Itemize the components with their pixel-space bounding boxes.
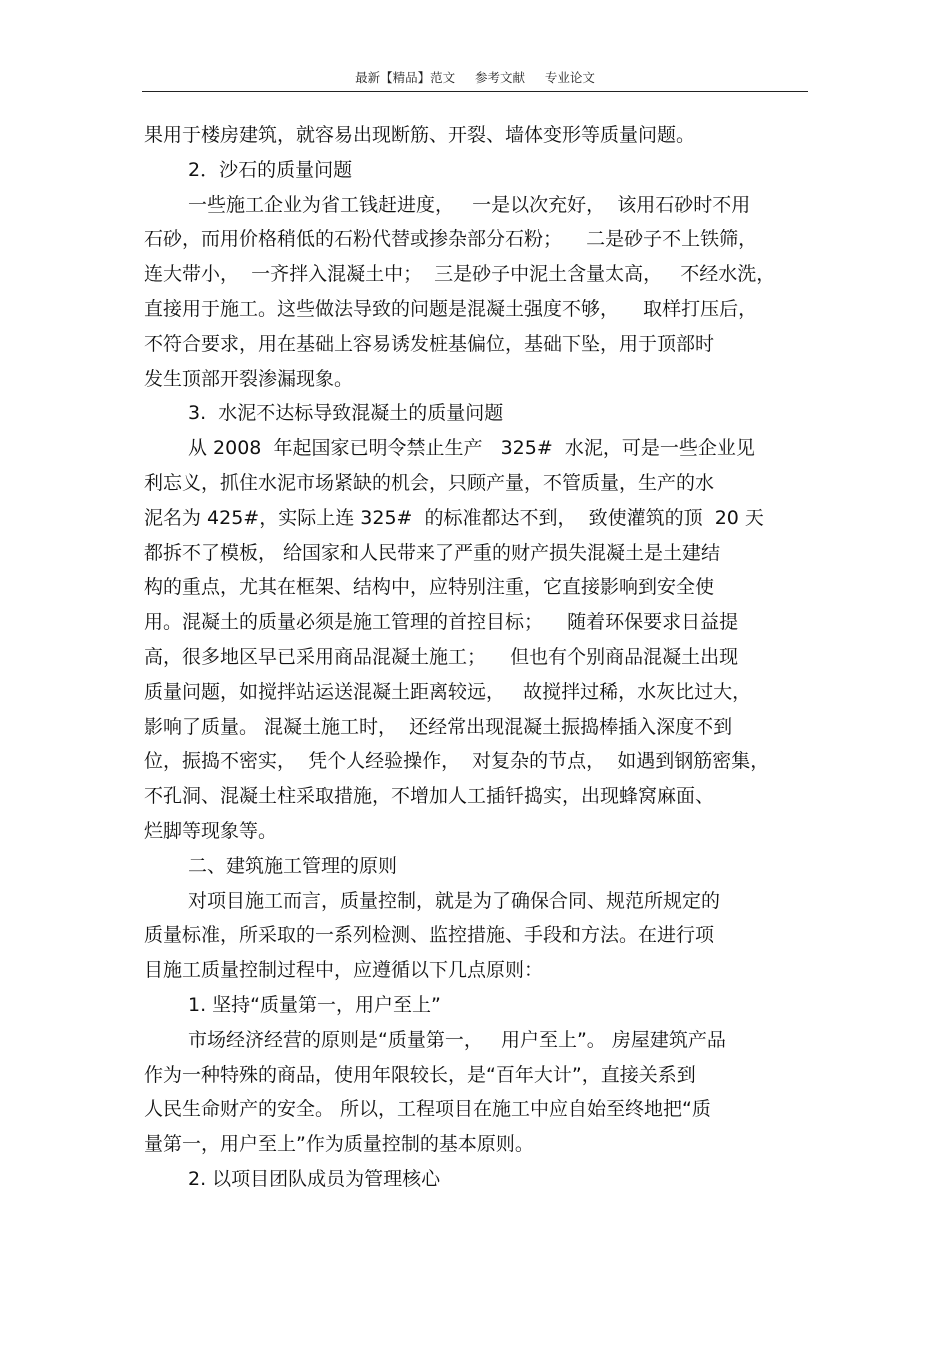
text-line: 作为一种特殊的商品，使用年限较长，是“百年大计”，直接关系到 bbox=[144, 1063, 696, 1086]
text-line: 不符合要求，用在基础上容易诱发桩基偏位，基础下坠，用于顶部时 bbox=[144, 332, 715, 355]
text-line: 质量问题，如搅拌站运送混凝土距离较远， 故搅拌过稀，水灰比过大， bbox=[144, 680, 752, 703]
text-line: 影响了质量。 混凝土施工时， 还经常出现混凝土振捣棒插入深度不到 bbox=[144, 715, 733, 738]
text-line: 2. 以项目团队成员为管理核心 bbox=[188, 1167, 441, 1190]
text-line: 高，很多地区早已采用商品混凝土施工； 但也有个别商品混凝土出现 bbox=[144, 645, 739, 668]
text-line: 都拆不了模板， 给国家和人民带来了严重的财产损失混凝土是土建结 bbox=[144, 541, 721, 564]
text-line: 质量标准，所采取的一系列检测、监控措施、手段和方法。在进行项 bbox=[144, 924, 715, 947]
text-line: 对项目施工而言，质量控制，就是为了确保合同、规范所规定的 bbox=[188, 889, 721, 912]
text-line: 位，振捣不密实， 凭个人经验操作， 对复杂的节点， 如遇到钢筋密集， bbox=[144, 750, 770, 773]
text-line: 1. 坚持“质量第一，用户至上” bbox=[188, 993, 441, 1016]
text-line: 构的重点，尤其在框架、结构中，应特别注重，它直接影响到安全使 bbox=[144, 576, 715, 599]
page-header bbox=[142, 62, 808, 92]
text-line: 果用于楼房建筑，就容易出现断筋、开裂、墙体变形等质量问题。 bbox=[144, 124, 696, 146]
text-line: 2．沙石的质量问题 bbox=[188, 158, 353, 181]
text-line: 一些施工企业为省工钱赶进度， 一是以次充好， 该用石砂时不用 bbox=[188, 193, 751, 216]
text-line: 直接用于施工。这些做法导致的问题是混凝土强度不够， 取样打压后， bbox=[144, 297, 758, 320]
text-line: 二、建筑施工管理的原则 bbox=[188, 854, 398, 877]
text-line: 量第一，用户至上”作为质量控制的基本原则。 bbox=[144, 1133, 534, 1156]
text-line: 连大带小， 一齐拌入混凝土中； 三是砂子中泥土含量太高， 不经水洗， bbox=[144, 263, 776, 286]
text-line: 从 2008 年起国家已明令禁止生产 325# 水泥，可是一些企业见 bbox=[188, 437, 755, 460]
text-line: 利忘义，抓住水泥市场紧缺的机会，只顾产量，不管质量，生产的水 bbox=[144, 471, 715, 494]
text-line: 用。混凝土的质量必须是施工管理的首控目标； 随着环保要求日益提 bbox=[144, 611, 739, 634]
document-body bbox=[144, 118, 814, 1197]
text-line: 人民生命财产的安全。 所以，工程项目在施工中应自始至终地把“质 bbox=[144, 1098, 711, 1121]
text-line: 目施工质量控制过程中，应遵循以下几点原则： bbox=[144, 959, 544, 982]
text-line: 烂脚等现象等。 bbox=[144, 819, 278, 842]
header-text: 最新【精品】范文 参考文献 专业论文 bbox=[355, 70, 595, 85]
text-line: 发生顶部开裂渗漏现象。 bbox=[144, 367, 354, 390]
text-line: 3. 水泥不达标导致混凝土的质量问题 bbox=[188, 402, 504, 425]
text-line: 泥名为 425#，实际上连 325# 的标准都达不到， 致使灌筑的顶 20 天 bbox=[144, 506, 764, 529]
header-divider bbox=[142, 91, 808, 92]
text-line: 市场经济经营的原则是“质量第一， 用户至上”。 房屋建筑产品 bbox=[188, 1028, 726, 1051]
text-line: 不孔洞、混凝土柱采取措施，不增加人工插钎捣实，出现蜂窝麻面、 bbox=[144, 785, 715, 808]
text-line: 石砂，而用价格稍低的石粉代替或掺杂部分石粉； 二是砂子不上铁筛， bbox=[144, 228, 758, 251]
